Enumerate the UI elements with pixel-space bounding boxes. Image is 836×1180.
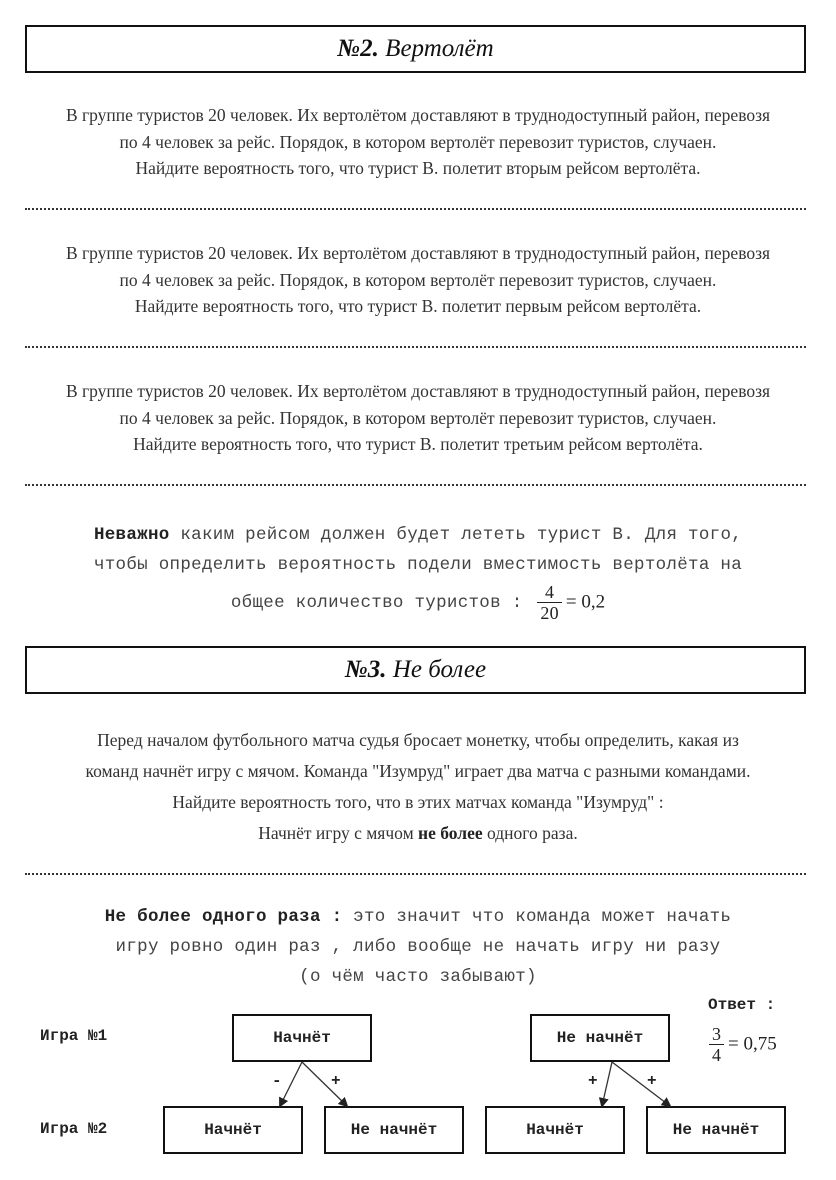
solution-bold: Неважно (93, 525, 170, 545)
statement-text: Начнёт игру с мячом (258, 823, 419, 843)
variant-line: Найдите вероятность того, что турист В. полетит первым рейсом вертолёта. (134, 296, 702, 316)
game2-label: Игра №2 (40, 1120, 108, 1138)
solution-result: = 0,2 (565, 591, 606, 613)
solution-text: общее количество туристов : (230, 593, 534, 614)
statement-line: Найдите вероятность того, что в этих матчах команда "Изумруд" : (172, 792, 664, 812)
tree-edge (612, 1062, 670, 1106)
variant-line: по 4 человек за рейс. Порядок, в котором вертолёт перевозит туристов, случаен. (119, 407, 717, 428)
tree-node-game2-start: Начнёт (163, 1106, 303, 1154)
variant-line: В группе туристов 20 человек. Их вертолётом доставляют в труднодоступный район, перевозя (65, 381, 771, 401)
solution-bold: Не более одного раза : (104, 907, 343, 927)
variant-line: В группе туристов 20 человек. Их вертолётом доставляют в труднодоступный район, перевозя (65, 243, 771, 263)
tree-node-game1-start: Начнёт (232, 1014, 372, 1062)
game1-label: Игра №1 (40, 1027, 108, 1045)
edge-sign-plus: + (647, 1072, 657, 1090)
solution-line-2: чтобы определить вероятность подели вместимость вертолёта на (93, 555, 743, 575)
fraction-numerator: 4 (537, 582, 562, 603)
solution-text: каким рейсом должен будет лететь турист В. Для того, (169, 525, 743, 545)
solution-line-3: (о чём часто забывают) (299, 967, 537, 987)
variant-line: по 4 человек за рейс. Порядок, в котором вертолёт перевозит туристов, случаен. (119, 269, 717, 290)
tree-edge (280, 1062, 302, 1106)
fraction-denominator: 20 (540, 603, 559, 623)
tree-node-game2-no-start: Не начнёт (646, 1106, 786, 1154)
task3-number: №3. (344, 656, 387, 683)
variant-line: Найдите вероятность того, что турист В. полетит третьим рейсом вертолёта. (133, 434, 703, 454)
edge-sign-minus: - (272, 1072, 282, 1090)
edge-sign-plus: + (331, 1072, 341, 1090)
tree-node-game2-no-start: Не начнёт (324, 1106, 464, 1154)
tree-node-game2-start: Начнёт (485, 1106, 625, 1154)
solution-text: это значит что команда может начать (342, 907, 732, 927)
fraction-numerator: 3 (709, 1024, 724, 1045)
variant-line: Найдите вероятность того, что турист В. полетит вторым рейсом вертолёта. (135, 158, 701, 178)
statement-text: одного раза. (482, 823, 578, 843)
statement-bold: не более (418, 823, 483, 843)
tree-node-game1-no-start: Не начнёт (530, 1014, 670, 1062)
variant-line: по 4 человек за рейс. Порядок, в котором вертолёт перевозит туристов, случаен. (119, 131, 717, 152)
edge-sign-plus: + (588, 1072, 598, 1090)
answer-result: = 0,75 (728, 1033, 777, 1055)
solution-line-2: игру ровно один раз , либо вообще не начать игру ни разу (115, 937, 721, 957)
task2-number: №2. (337, 35, 379, 62)
task2-title: Вертолёт (385, 35, 494, 62)
tree-edge (602, 1062, 612, 1106)
variant-line: В группе туристов 20 человек. Их вертолётом доставляют в труднодоступный район, перевозя (65, 105, 771, 125)
statement-line: Перед началом футбольного матча судья бросает монетку, чтобы определить, какая из (97, 730, 739, 750)
task3-title: Не более (392, 656, 487, 683)
statement-line: команд начнёт игру с мячом. Команда "Изумруд" играет два матча с разными командами. (85, 761, 751, 781)
fraction-denominator: 4 (712, 1045, 721, 1065)
answer-label: Ответ : (708, 996, 776, 1014)
